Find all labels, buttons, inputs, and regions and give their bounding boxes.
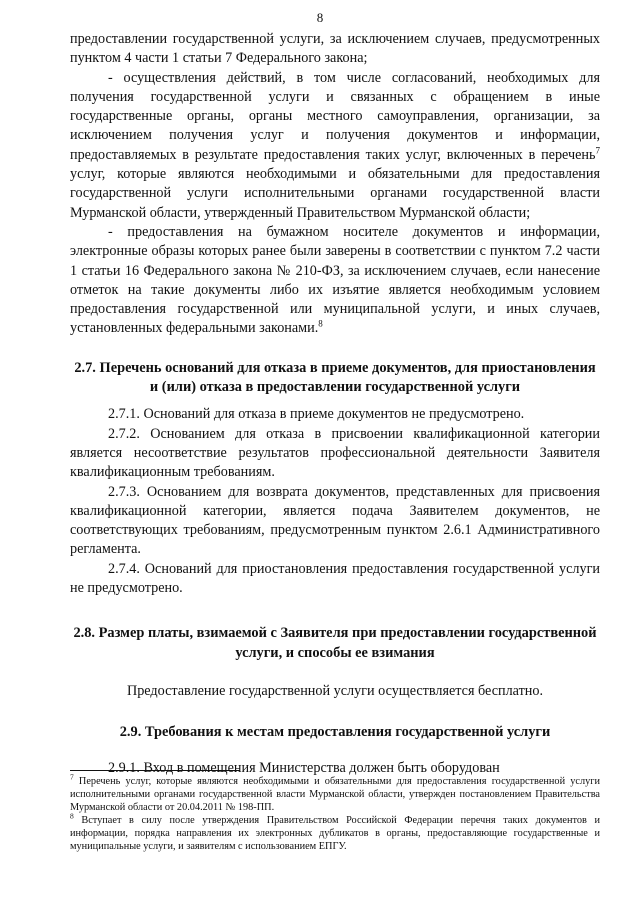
clause-2-7-2: 2.7.2. Основанием для отказа в присвоении квалификационной категории является несоответствие результатов профессиональной деятельности Заявителя квалификационным требованиям. — [70, 425, 600, 481]
page-content — [70, 30, 600, 778]
clause-2-7-1: 2.7.1. Оснований для отказа в приеме документов не предусмотрено. — [108, 406, 525, 423]
clause-2-9-1: 2.9.1. Вход в помещения Министерства должен быть оборудован — [108, 759, 500, 776]
paragraph-actions-text-cont: услуг, которые являются необходимыми и обязательными для предоставления государственной услуги исполнительными органами государственной власти Мурманской области, утвержденный Правительством Мурманской области; — [70, 166, 600, 221]
footnote-7-text: Перечень услуг, которые являются необходимыми и обязательными для предоставления государственной услуги исполнительными органами государственной власти Мурманской области, утвержден постановлением Правительства Мурманской области от 20.04.2011 № 198-ПП. — [70, 776, 600, 813]
paragraph-paper-documents — [70, 223, 600, 339]
footnote-mark-7: 7 — [70, 772, 74, 782]
footnote-divider — [70, 770, 240, 771]
section-heading-2-7: 2.7. Перечень оснований для отказа в приеме документов, для приостановления и (или) отказа в предоставлении государственной услуги — [74, 359, 596, 396]
footnote-8 — [70, 811, 600, 853]
paragraph-actions-text: - осуществления действий, в том числе согласований, необходимых для получения государственной услуги и связанных с обращением в иные государственные органы, органы местного самоуправления, организации, за исключением получения услуг и получения документов и информации, предоставляемых в результате предоставления таких услуг, включенных в перечень — [70, 69, 600, 163]
footnote-8-text: Вступает в силу после утверждения Правительством Российской Федерации перечня таких документов и информации, порядка направления их электронных дубликатов в органы, предоставляющие государственные и муниципальные услуги, и заявителям с использованием ЕПГУ. — [70, 815, 600, 852]
page-number: 8 — [316, 10, 324, 25]
footnote-7 — [70, 772, 600, 814]
clause-2-7-3: 2.7.3. Основанием для возврата документов, представленных для присвоения квалификационной категории, является подача Заявителем документов, не соответствующих требованиям, предусмотренным пунктом 2.6.1 Административного регламента. — [70, 483, 600, 558]
footnote-mark-8: 8 — [70, 811, 74, 821]
footnote-ref-8[interactable]: 8 — [318, 318, 323, 329]
footnote-ref-7[interactable]: 7 — [595, 145, 600, 156]
paragraph-paper-documents-text: - предоставления на бумажном носителе документов и информации, электронные образы которых ранее были заверены в соответствии с пунктом 7.2 части 1 статьи 16 Федерального закона № 210-ФЗ, за исключением случаев, если нанесение отметок на такие документы либо их изъятие является необходимым условием предоставления государственной или муниципальной услуги, и иных случаев, установленных федеральными законами. — [70, 223, 600, 337]
footnotes — [70, 770, 600, 853]
paragraph-continuation: предоставлении государственной услуги, за исключением случаев, предусмотренных пунктом 4 части 1 статьи 7 Федерального закона; — [70, 31, 600, 67]
section-heading-2-9: 2.9. Требования к местам предоставления государственной услуги — [119, 724, 551, 741]
paragraph-actions — [70, 69, 600, 223]
section-heading-2-8: 2.8. Размер платы, взимаемой с Заявителя при предоставлении государственной услуги, и способы ее взимания — [73, 625, 597, 661]
section-2-8-text: Предоставление государственной услуги осуществляется бесплатно. — [126, 682, 544, 699]
clause-2-7-4: 2.7.4. Оснований для приостановления предоставления государственной услуги не предусмотрено. — [70, 560, 600, 597]
